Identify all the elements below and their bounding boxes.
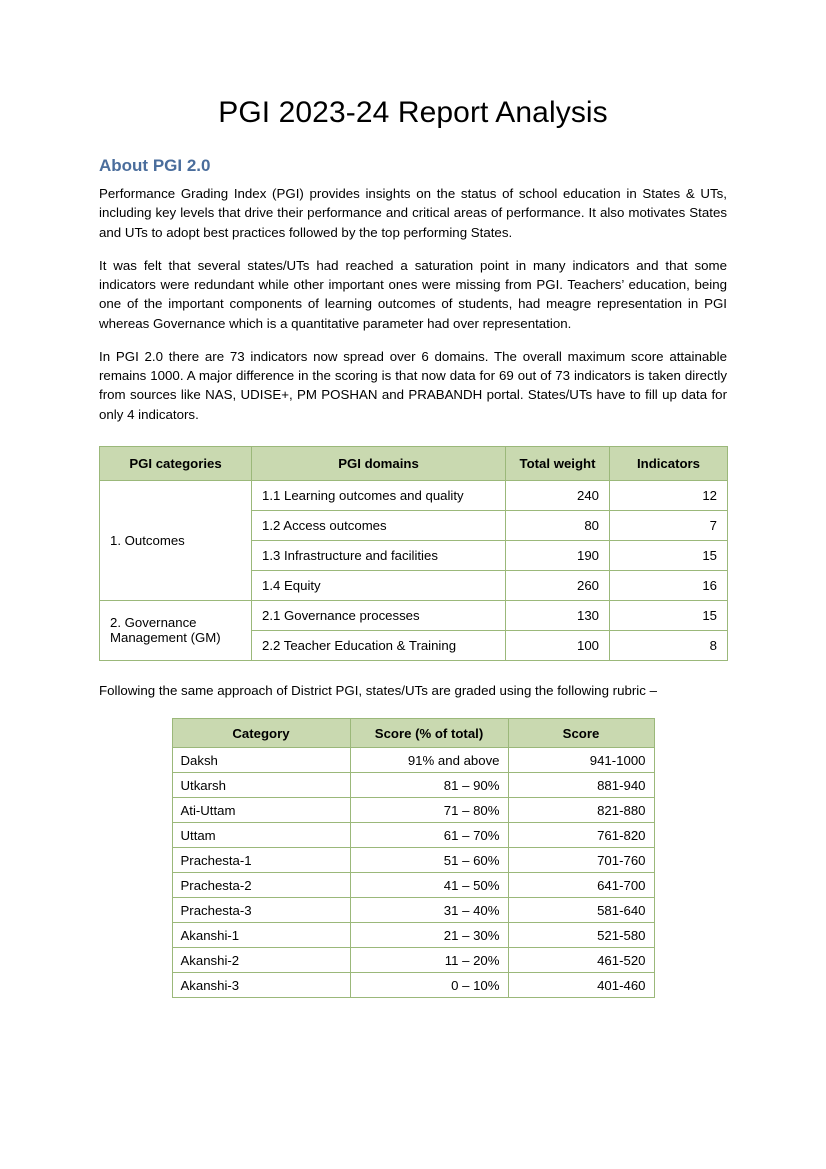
rubric-category-cell: Daksh [172,748,350,773]
weight-cell: 240 [506,480,610,510]
indicators-cell: 16 [610,570,728,600]
page-title: PGI 2023-24 Report Analysis [218,96,608,129]
rubric-category-cell: Uttam [172,823,350,848]
weight-cell: 260 [506,570,610,600]
column-header-categories: PGI categories [100,446,252,480]
weight-cell: 100 [506,630,610,660]
domain-cell: 1.3 Infrastructure and facilities [252,540,506,570]
rubric-category-cell: Prachesta-2 [172,873,350,898]
rubric-category-cell: Akanshi-3 [172,973,350,998]
table-row [172,948,654,973]
paragraph-intro: Performance Grading Index (PGI) provides insights on the status of school education in States & UTs, including key levels that drive their performance and critical areas of performance. It also motivates States and UTs to adopt best practices followed by the top performing States. [99,186,727,240]
rubric-category-cell: Akanshi-2 [172,948,350,973]
table-row [172,798,654,823]
category-cell-outcomes: 1. Outcomes [100,480,252,600]
domain-cell: 2.2 Teacher Education & Training [252,630,506,660]
rubric-percent-cell: 81 – 90% [350,773,508,798]
indicators-cell: 15 [610,540,728,570]
rubric-category-cell: Prachesta-1 [172,848,350,873]
rubric-category-cell: Ati-Uttam [172,798,350,823]
table-header-row [172,719,654,748]
rubric-percent-cell: 41 – 50% [350,873,508,898]
table-row [172,848,654,873]
weight-cell: 190 [506,540,610,570]
paragraph-saturation: It was felt that several states/UTs had reached a saturation point in many indicators and that some indicators were redundant while other important ones were missing from PGI. Teachers’ education, being one of the important components of learning outcomes of students, had meagre representation in PGI whereas Governance which is a quantitative parameter had over representation. [99,257,727,331]
table-row [172,923,654,948]
rubric-score-cell: 521-580 [508,923,654,948]
rubric-percent-cell: 21 – 30% [350,923,508,948]
rubric-score-cell: 461-520 [508,948,654,973]
column-header-total-weight: Total weight [506,446,610,480]
rubric-category-cell: Prachesta-3 [172,898,350,923]
rubric-percent-cell: 71 – 80% [350,798,508,823]
paragraph-rubric-intro: Following the same approach of District PGI, states/UTs are graded using the following rubric – [99,682,657,698]
indicators-cell: 7 [610,510,728,540]
grading-rubric-table [172,718,655,998]
domain-cell: 1.2 Access outcomes [252,510,506,540]
table-row [172,823,654,848]
rubric-percent-cell: 61 – 70% [350,823,508,848]
rubric-category-cell: Akanshi-1 [172,923,350,948]
column-header-score: Score [508,719,654,748]
table-row [100,600,728,630]
table-row [172,973,654,998]
paragraph-indicators: In PGI 2.0 there are 73 indicators now spread over 6 domains. The overall maximum score attainable remains 1000. A major difference in the scoring is that now data for 69 out of 73 indicators is taken directly from sources like NAS, UDISE+, PM POSHAN and PRABANDH portal. States/UTs have to fill up data for only 4 indicators. [99,348,727,422]
rubric-score-cell: 761-820 [508,823,654,848]
rubric-score-cell: 641-700 [508,873,654,898]
rubric-score-cell: 401-460 [508,973,654,998]
column-header-score-percent: Score (% of total) [350,719,508,748]
rubric-score-cell: 881-940 [508,773,654,798]
indicators-cell: 15 [610,600,728,630]
table-row [172,873,654,898]
table-header-row [100,446,728,480]
rubric-percent-cell: 91% and above [350,748,508,773]
category-cell-governance: 2. Governance Management (GM) [100,600,252,660]
rubric-percent-cell: 11 – 20% [350,948,508,973]
rubric-percent-cell: 0 – 10% [350,973,508,998]
rubric-score-cell: 581-640 [508,898,654,923]
table-row [100,480,728,510]
rubric-score-cell: 701-760 [508,848,654,873]
column-header-category: Category [172,719,350,748]
table-row [172,898,654,923]
rubric-category-cell: Utkarsh [172,773,350,798]
table-row [172,773,654,798]
column-header-indicators: Indicators [610,446,728,480]
weight-cell: 80 [506,510,610,540]
weight-cell: 130 [506,600,610,630]
rubric-percent-cell: 31 – 40% [350,898,508,923]
rubric-score-cell: 941-1000 [508,748,654,773]
table-row [172,748,654,773]
section-heading-about-pgi: About PGI 2.0 [99,156,211,175]
domain-cell: 1.4 Equity [252,570,506,600]
rubric-percent-cell: 51 – 60% [350,848,508,873]
column-header-domains: PGI domains [252,446,506,480]
domain-cell: 2.1 Governance processes [252,600,506,630]
indicators-cell: 12 [610,480,728,510]
indicators-cell: 8 [610,630,728,660]
domain-cell: 1.1 Learning outcomes and quality [252,480,506,510]
rubric-score-cell: 821-880 [508,798,654,823]
pgi-domains-table [99,446,728,661]
